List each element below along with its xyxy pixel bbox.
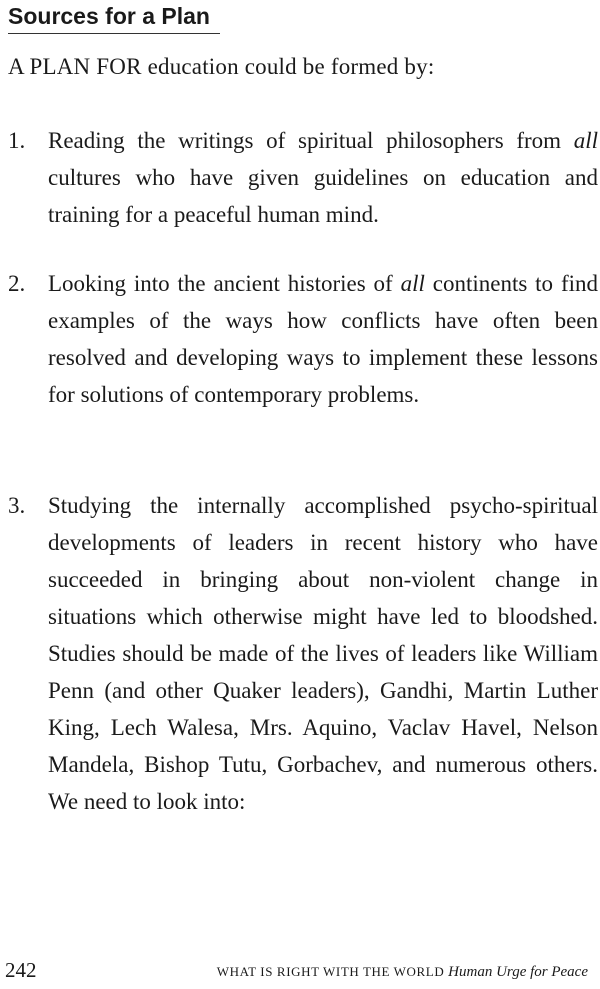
heading-underline — [8, 33, 220, 34]
list-item-text-start: Looking into the ancient histories of — [48, 271, 401, 296]
list-item-text-start: Reading the writings of spiritual philosophers from — [48, 128, 574, 153]
running-head — [217, 962, 588, 982]
page-footer — [0, 956, 600, 986]
list-item-emphasis: all — [573, 128, 598, 153]
list-item-3 — [8, 487, 598, 820]
intro-paragraph: A PLAN FOR education could be formed by: — [8, 54, 435, 79]
list-item-text-end: cultures who have given guidelines on education and training for a peaceful human mind. — [48, 165, 598, 227]
list-item-text: Studying the internally accomplished psycho-spiritual developments of leaders in recent history who have succeeded in bringing about non-violent change in situations which otherwise might have led to bloodshed. Studies should be made of the lives of leaders like William Penn (and other Quaker leaders), Gandhi, Martin Luther King, Lech Walesa, Mrs. Aquino, Vaclav Havel, Nelson Mandela, Bishop Tutu, Gorbachev, and numerous others. We need to look into: — [48, 493, 598, 814]
list-item-1 — [8, 122, 598, 233]
page-number: 242 — [5, 958, 37, 982]
section-heading: Sources for a Plan — [8, 3, 210, 29]
list-item-text — [48, 122, 598, 233]
book-title: WHAT IS RIGHT WITH THE WORLD — [216, 964, 445, 979]
list-item-text-end: continents to find examples of the ways how conflicts have often been resolved and developing ways to implement these lessons for solutions of contemporary problems. — [48, 271, 598, 407]
list-item-number: 1. — [8, 128, 26, 153]
book-subtitle: Human Urge for Peace — [448, 964, 588, 980]
list-item-emphasis: all — [400, 271, 425, 296]
list-item-text — [48, 265, 598, 413]
list-item-number: 3. — [8, 493, 26, 518]
list-item-2 — [8, 265, 598, 413]
list-item-number: 2. — [8, 271, 26, 296]
